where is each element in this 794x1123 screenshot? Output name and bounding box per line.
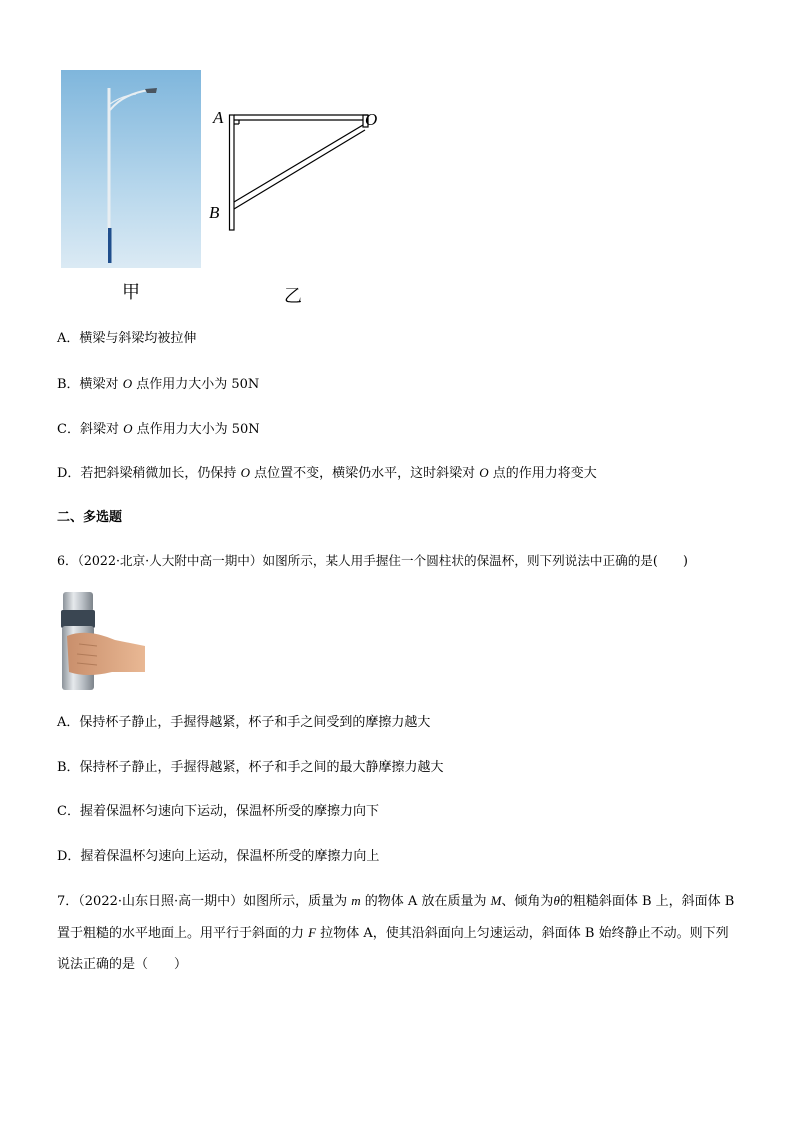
bracket-diagram	[208, 105, 388, 235]
q5-option-c: C．斜梁对 O 点作用力大小为 50N	[57, 421, 260, 437]
q5-option-d: D．若把斜梁稍微加长，仍保持 O 点位置不变，横梁仍水平，这时斜梁对 O 点的作用力将变大	[57, 465, 597, 481]
label-a: A	[213, 108, 224, 127]
street-lamp-image	[61, 70, 201, 268]
thermos-image	[57, 588, 147, 692]
bracket-diagram-svg	[208, 105, 388, 235]
q6-option-c: C．握着保温杯匀速向下运动，保温杯所受的摩擦力向下	[57, 804, 379, 819]
q6-option-d: D．握着保温杯匀速向上运动，保温杯所受的摩擦力向上	[57, 849, 380, 864]
q5-option-b: B．横梁对 O 点作用力大小为 50N	[57, 376, 260, 392]
thermos-photo	[57, 588, 147, 692]
q7-stem: 7．（2022·山东日照·高一期中）如图所示，质量为 m 的物体 A 放在质量为 M、倾角为θ的粗糙斜面体 B 上，斜面体 B 置于粗糙的水平地面上。用平行于斜面的力 F 拉物体 A，使其沿斜面向上匀速运动，斜面体 B 始终静止不动。则下列说法正确的是（ ）	[57, 893, 735, 972]
figure-yi-caption: 乙	[284, 286, 302, 307]
street-lamp-photo	[61, 70, 201, 268]
q5-option-a: A．横梁与斜梁均被拉伸	[57, 331, 197, 346]
label-b: B	[209, 203, 220, 222]
section-heading: 二、多选题	[57, 510, 123, 525]
figure-jia-caption: 甲	[122, 282, 140, 303]
q6-option-a: A．保持杯子静止，手握得越紧，杯子和手之间受到的摩擦力越大	[57, 715, 431, 730]
label-o: O	[365, 110, 378, 129]
q6-stem: 6．（2022·北京·人大附中高一期中）如图所示，某人用手握住一个圆柱状的保温杯，则下列说法中正确的是( )	[57, 553, 688, 568]
q6-option-b: B．保持杯子静止，手握得越紧，杯子和手之间的最大静摩擦力越大	[57, 760, 444, 775]
